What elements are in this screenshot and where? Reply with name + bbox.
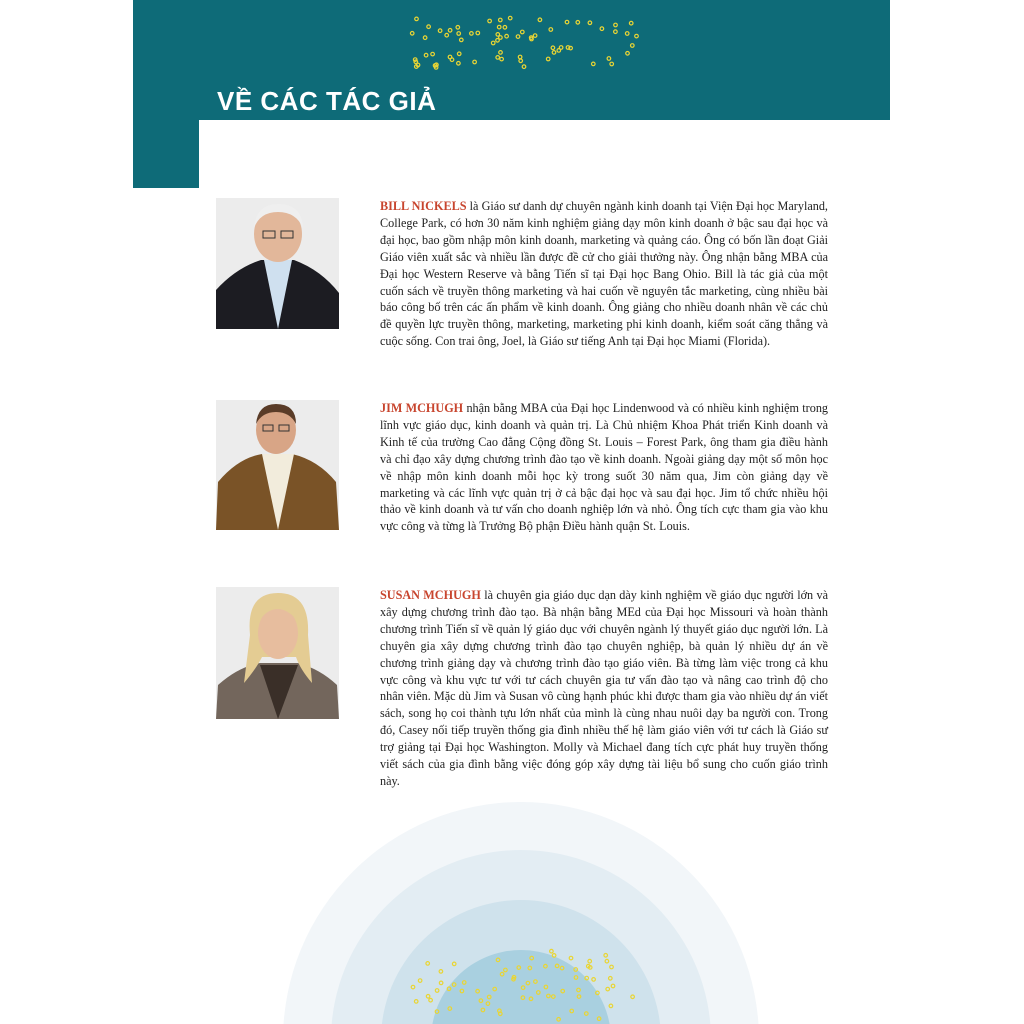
author-name: JIM MCHUGH [380,401,464,415]
author-bio [380,198,828,350]
dots-pattern-decoration [403,12,643,72]
book-page [133,0,890,1024]
author-bio-text: nhận bằng MBA của Đại học Lindenwood và có nhiều kinh nghiệm trong lĩnh vực giáo dục, kinh doanh và quản trị. Là Chủ nhiệm Khoa Phát triển Kinh doanh và Kinh tế của trường Cao đẳng Cộng đồng St. Louis – Forest Park, ông tham gia điều hành và chỉ đạo xây dựng chương trình đào tạo về kinh doanh. Ngoài giảng dạy một số môn học về nhập môn kinh doanh mỗi học kỳ trong suốt 30 năm qua, Jim còn giảng dạy về marketing và các lĩnh vực quản trị ở cả bậc đại học và sau đại học. Jim tổ chức nhiều hội thảo về kinh doanh và tư vấn cho doanh nghiệp lớn và nhỏ. Ông tích cực tham gia vào khu vực công và từng là Trưởng Bộ phận Điều hành quận St. Louis. [380,401,829,534]
author-bio [380,587,828,790]
author-photo [216,198,339,329]
author-name: BILL NICKELS [380,199,467,213]
author-photo [216,587,339,719]
author-photo [216,400,339,530]
author-bio [380,400,828,535]
section-title: VỀ CÁC TÁC GIẢ [217,86,437,116]
author-bio-text: là chuyên gia giáo dục dạn dày kinh nghiệm về giáo dục người lớn và xây dựng chương trình đào tạo. Bà nhận bằng MEd của Đại học Missouri và hoàn thành chương trình Tiến sĩ về quản lý giáo dục với chuyên ngành lý thuyết giáo dục người lớn. Là chuyên gia xây dựng chương trình đào tạo chuyên nghiệp, bà quản lý nhiều dự án về chương trình giảng dạy và chương trình đào tạo giáo viên. Bà từng làm việc trong cả khu vực công và khu vực tư với tư cách chuyên gia tư vấn đào tạo và nâng cao trình độ cho nhân viên. Mặc dù Jim và Susan vô cùng hạnh phúc khi được tham gia vào nhiều dự án viết sách, song họ coi thành tựu lớn nhất của mình là cùng nhau nuôi dạy ba người con. Trong đó, Casey nối tiếp truyền thống gia đình nhiều thế hệ làm giáo viên với tư cách là Giáo sư trợ giảng tại Đại học Washington. Molly và Michael đang tích cực phát huy truyền thống viết sách của gia đình bằng việc đóng góp xây dựng tài liệu bổ sung cho cuốn giáo trình này. [380,588,828,788]
author-bio-text: là Giáo sư danh dự chuyên ngành kinh doanh tại Viện Đại học Maryland, College Park, có hơn 30 năm kinh nghiệm giảng dạy môn kinh doanh ở bậc sau đại học và đại học, bao gồm nhập môn kinh doanh, marketing và quảng cáo. Ông có bốn lần đoạt Giải Giáo viên xuất sắc và nhiều lần được đề cử cho giải thưởng này. Ông nhận bằng MBA của Đại học Western Reserve và bằng Tiến sĩ tại Đại học Bang Ohio. Bill là tác giả của một cuốn sách về truyền thông marketing và hai cuốn về nguyên tắc marketing, cùng nhiều bài báo công bố trên các ấn phẩm về kinh doanh. Ông giảng cho nhiều doanh nhân về các chủ đề quyền lực truyền thông, marketing, marketing phi kinh doanh, kiểm soát căng thẳng và cuộc sống. Con trai ông, Joel, là Giáo sư tiếng Anh tại Đại học Miami (Florida). [380,199,828,349]
header-tab [133,120,199,188]
author-name: SUSAN MCHUGH [380,588,481,602]
